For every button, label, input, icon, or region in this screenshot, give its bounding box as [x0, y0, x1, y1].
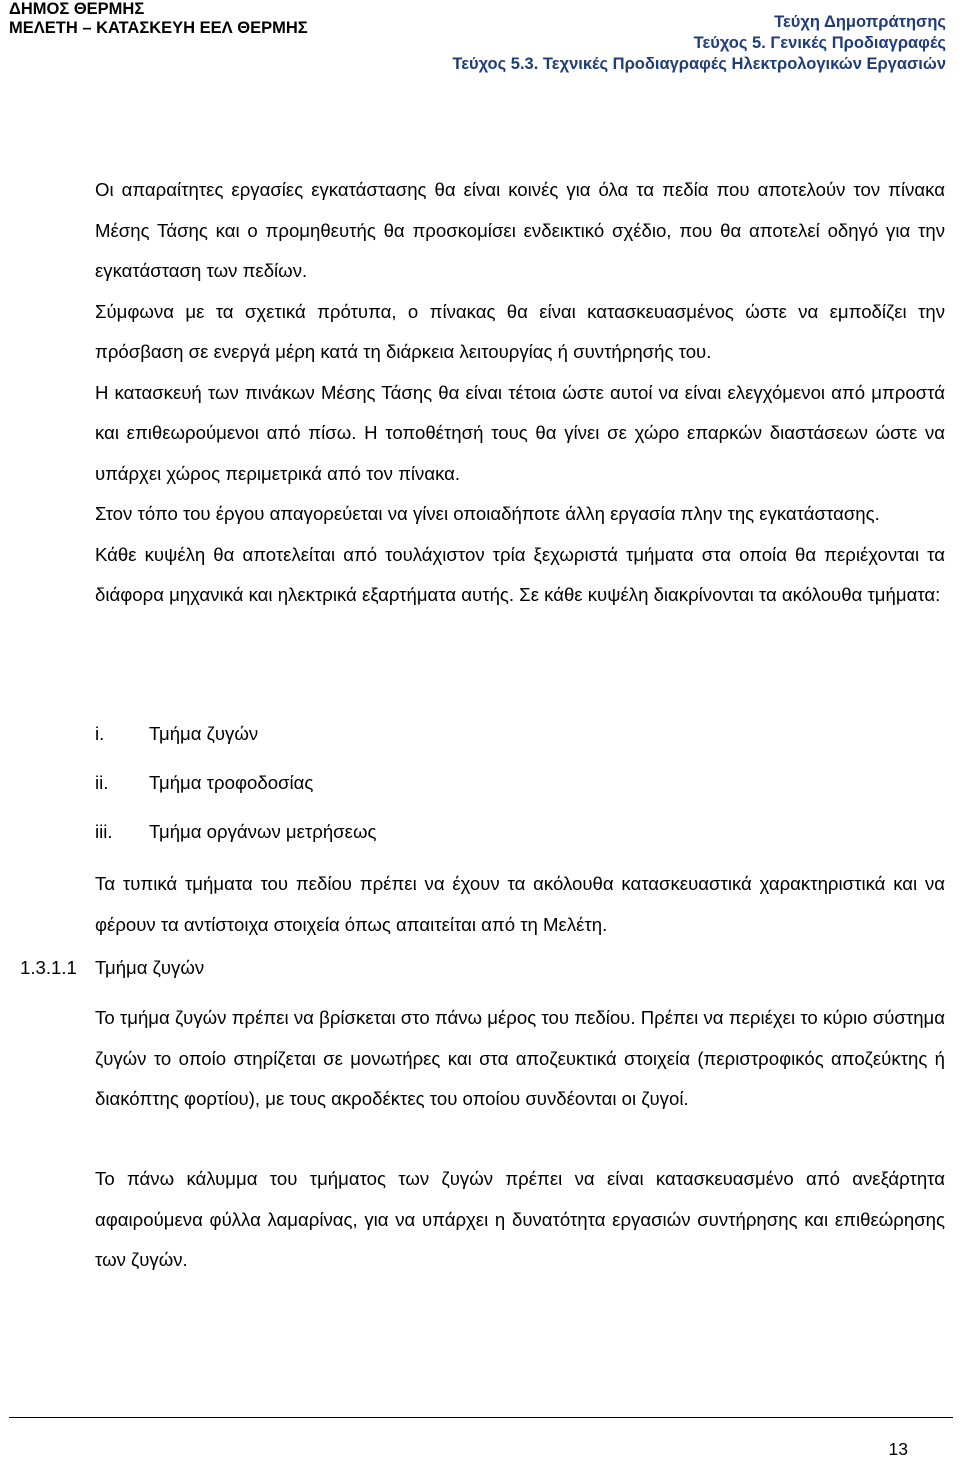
- paragraph-panel-construction: Η κατασκευή των πινάκων Μέσης Τάσης θα είναι τέτοια ώστε αυτοί να είναι ελεγχόμενοι από μπροστά και επιθεωρούμενοι από πίσω. Η τοποθέτησή τους θα γίνει σε χώρο επαρκών διαστάσεων ώστε να υπάρχει χώρος περιμετρικά από τον πίνακα.: [95, 381, 945, 484]
- body-block-4: [95, 1159, 945, 1281]
- list-item-number: iii.: [95, 821, 113, 842]
- body-block-3: [95, 998, 945, 1120]
- list-item-text: Τμήμα ζυγών: [149, 723, 259, 744]
- footer-divider: [9, 1417, 953, 1418]
- list-item-number: ii.: [95, 772, 109, 793]
- body-block-2: [95, 864, 945, 945]
- header-doc-section: Τεύχος 5.3. Τεχνικές Προδιαγραφές Ηλεκτρολογικών Εργασιών: [452, 55, 946, 73]
- paragraph-site-restriction: Στον τόπο του έργου απαγορεύεται να γίνει οποιαδήποτε άλλη εργασία πλην της εγκατάστασης.: [95, 503, 880, 524]
- paragraph-busbar-cover: Το πάνω κάλυμμα του τμήματος των ζυγών πρέπει να είναι κατασκευασμένο από ανεξάρτητα αφαιρούμενα φύλλα λαμαρίνας, για να υπάρχει η δυνατότητα εργασιών συντήρησης και επιθεώρησης των ζυγών.: [95, 1168, 945, 1270]
- section-heading: [20, 956, 204, 980]
- section-number: 1.3.1.1: [20, 957, 77, 978]
- header-doc-volume: Τεύχη Δημοπράτησης: [774, 13, 946, 31]
- header-document-info: [452, 12, 946, 75]
- list-item: [95, 722, 258, 746]
- page-number: 13: [888, 1439, 908, 1459]
- section-title: Τμήμα ζυγών: [95, 957, 205, 978]
- body-block-1: [95, 170, 945, 616]
- paragraph-installation-works: Οι απαραίτητες εργασίες εγκατάστασης θα είναι κοινές για όλα τα πεδία που αποτελούν τον πίνακα Μέσης Τάσης και ο προμηθευτής θα προσκομίσει ενδεικτικό σχέδιο, που θα αποτελεί οδηγό για την εγκατάσταση των πεδίων.: [95, 179, 945, 281]
- list-item-text: Τμήμα τροφοδοσίας: [149, 772, 314, 793]
- header-doc-chapter: Τεύχος 5. Γενικές Προδιαγραφές: [693, 34, 946, 52]
- header-org-name: ΔΗΜΟΣ ΘΕΡΜΗΣ: [9, 0, 145, 18]
- list-item-text: Τμήμα οργάνων μετρήσεως: [149, 821, 377, 842]
- list-item: [95, 820, 376, 844]
- list-item-number: i.: [95, 723, 105, 744]
- header-project-name: ΜΕΛΕΤΗ – ΚΑΤΑΣΚΕΥΗ ΕΕΛ ΘΕΡΜΗΣ: [9, 19, 308, 37]
- paragraph-standards: Σύμφωνα με τα σχετικά πρότυπα, ο πίνακας θα είναι κατασκευασμένος ώστε να εμποδίζει την πρόσβαση σε ενεργά μέρη κατά τη διάρκεια λειτουργίας ή συντήρησής του.: [95, 300, 945, 362]
- paragraph-cell-sections: Κάθε κυψέλη θα αποτελείται από τουλάχιστον τρία ξεχωριστά τμήματα στα οποία θα περιέχονται τα διάφορα μηχανικά και ηλεκτρικά εξαρτήματα αυτής. Σε κάθε κυψέλη διακρίνονται τα ακόλουθα τμήματα:: [95, 543, 945, 605]
- header-organization: [9, 0, 308, 38]
- paragraph-typical-sections: Τα τυπικά τμήματα του πεδίου πρέπει να έχουν τα ακόλουθα κατασκευαστικά χαρακτηριστικά και να φέρουν τα αντίστοιχα στοιχεία όπως απαιτείται από τη Μελέτη.: [95, 873, 945, 935]
- paragraph-busbar-location: Το τμήμα ζυγών πρέπει να βρίσκεται στο πάνω μέρος του πεδίου. Πρέπει να περιέχει το κύριο σύστημα ζυγών το οποίο στηρίζεται σε μονωτήρες και στα αποζευκτικά στοιχεία (περιστροφικός αποζεύκτης ή διακόπτης φορτίου), με τους ακροδέκτες του οποίου συνδέονται οι ζυγοί.: [95, 1007, 945, 1109]
- list-item: [95, 771, 313, 795]
